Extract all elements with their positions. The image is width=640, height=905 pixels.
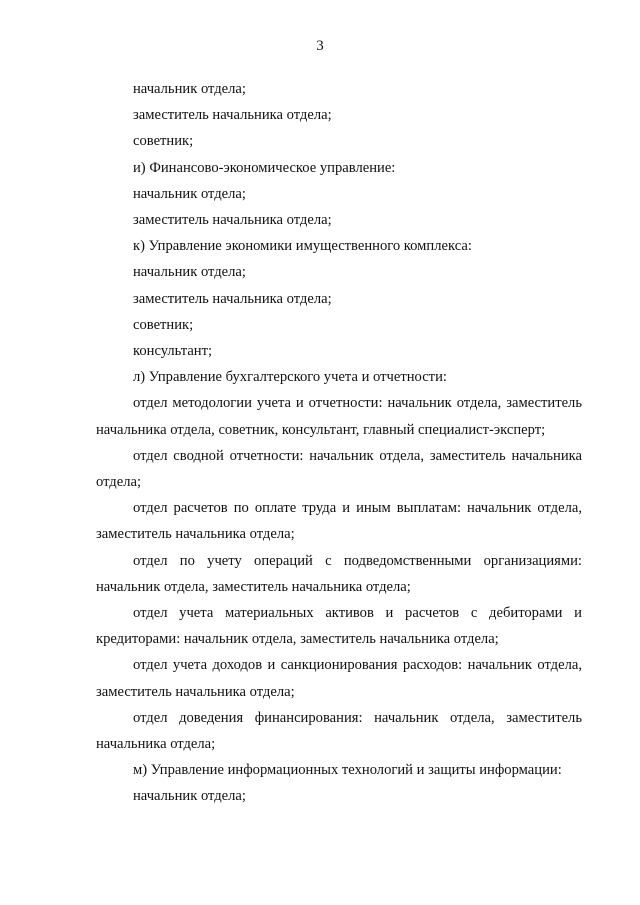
- paragraph: отдел методологии учета и отчетности: начальник отдела, заместитель начальника отдела, советник, консультант, главный специалист-эксперт;: [96, 395, 582, 438]
- section-heading: л) Управление бухгалтерского учета и отчетности:: [133, 369, 447, 386]
- list-item: заместитель начальника отдела;: [133, 290, 332, 307]
- paragraph: отдел учета материальных активов и расчетов с дебиторами и кредиторами: начальник отдела, заместитель начальника отдела;: [96, 605, 582, 648]
- document-body: [96, 76, 582, 810]
- section-heading: и) Финансово-экономическое управление:: [133, 159, 396, 176]
- list-item: советник;: [133, 133, 194, 150]
- paragraph: отдел учета доходов и санкционирования расходов: начальник отдела, заместитель начальника отдела;: [96, 657, 582, 700]
- paragraph: отдел сводной отчетности: начальник отдела, заместитель начальника отдела;: [96, 447, 582, 491]
- list-item: начальник отдела;: [133, 81, 246, 97]
- list-item: заместитель начальника отдела;: [133, 212, 332, 229]
- list-item: начальник отдела;: [133, 185, 246, 202]
- list-item: начальник отдела;: [133, 264, 246, 281]
- paragraph: отдел по учету операций с подведомственными организациями: начальник отдела, заместитель начальника отдела;: [96, 552, 582, 595]
- page-number: 3: [316, 38, 324, 54]
- list-item: начальник отдела;: [133, 788, 246, 805]
- paragraph: отдел расчетов по оплате труда и иным выплатам: начальник отдела, заместитель начальника отдела;: [96, 500, 582, 543]
- paragraph: отдел доведения финансирования: начальник отдела, заместитель начальника отдела;: [96, 709, 582, 753]
- list-item: советник;: [133, 316, 194, 333]
- section-heading: м) Управление информационных технологий и защиты информации:: [133, 762, 562, 779]
- list-item: консультант;: [133, 343, 213, 360]
- list-item: заместитель начальника отдела;: [133, 107, 332, 124]
- section-heading: к) Управление экономики имущественного комплекса:: [133, 238, 472, 255]
